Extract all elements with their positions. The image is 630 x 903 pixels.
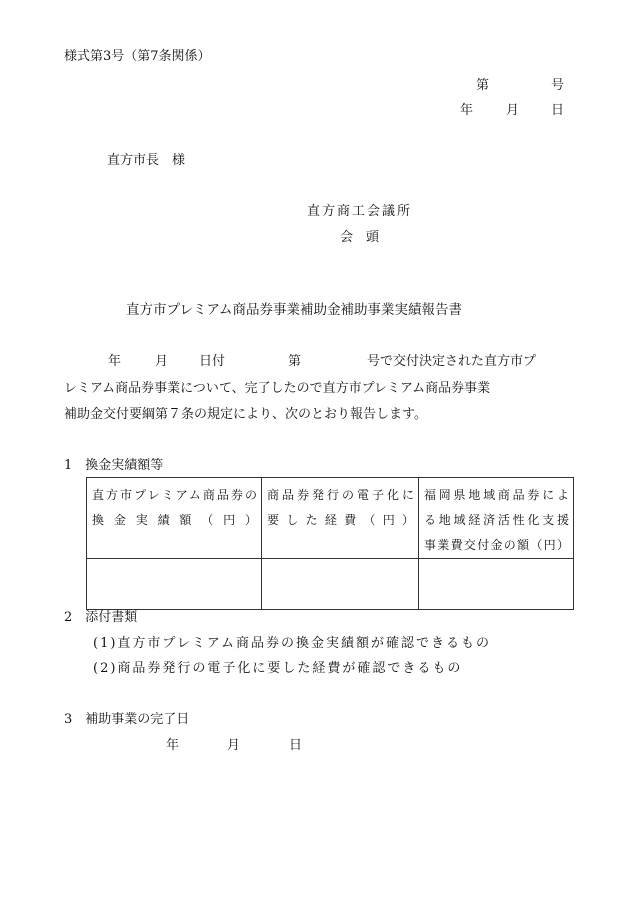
body-month-label: 月 <box>155 354 169 369</box>
header-cell-redemption <box>87 478 262 559</box>
header-line: 福岡県地域商品券によ <box>424 488 569 502</box>
date-day-label: 日 <box>551 103 565 118</box>
sender-title: 会 頭 <box>340 230 380 245</box>
body-line2: レミアム商品券事業について、完了したので直方市プレミアム商品券事業 <box>64 381 491 396</box>
table-header-row <box>87 478 574 559</box>
completion-day-label: 日 <box>289 738 303 753</box>
table-value-row <box>87 559 574 610</box>
header-line: る地域経済活性化支援 <box>424 513 569 527</box>
form-number: 様式第3号（第7条関係） <box>64 49 211 64</box>
section3-heading: 3 補助事業の完了日 <box>64 712 190 727</box>
recipient: 直方市長 様 <box>107 153 186 168</box>
body-line3: 補助金交付要綱第７条の規定により、次のとおり報告します。 <box>64 407 427 422</box>
date-month-label: 月 <box>506 103 520 118</box>
doc-number-suffix: 号 <box>551 78 565 93</box>
attachment-item-1: (1)直方市プレミアム商品券の換金実績額が確認できるもの <box>93 636 491 651</box>
header-cell-digitization <box>262 478 419 559</box>
header-line: 換金実績額（円） <box>92 513 257 527</box>
body-number-prefix: 第 <box>288 354 302 369</box>
completion-month-label: 月 <box>227 738 241 753</box>
attachment-item-2: (2)商品券発行の電子化に要した経費が確認できるもの <box>93 661 463 676</box>
doc-number-prefix: 第 <box>476 78 490 93</box>
sender-organization: 直方商工会議所 <box>307 204 413 219</box>
amounts-table <box>86 477 574 610</box>
section1-heading: 1 換金実績額等 <box>64 458 164 473</box>
value-cell-redemption[interactable] <box>87 559 262 610</box>
header-line: 直方市プレミアム商品券の <box>92 488 257 502</box>
header-line: 商品券発行の電子化に <box>267 488 414 502</box>
body-year-label: 年 <box>108 354 122 369</box>
completion-year-label: 年 <box>166 738 180 753</box>
body-line1-rest: 号で交付決定された直方市プ <box>367 354 537 369</box>
header-line: 事業費交付金の額（円） <box>424 538 569 552</box>
header-line: 要した経費（円） <box>267 513 414 527</box>
value-cell-grant[interactable] <box>419 559 574 610</box>
body-day-label: 日付 <box>199 354 226 369</box>
document-title: 直方市プレミアム商品券事業補助金補助事業実績報告書 <box>126 302 463 318</box>
date-year-label: 年 <box>460 103 474 118</box>
value-cell-digitization[interactable] <box>262 559 419 610</box>
section2-heading: 2 添付書類 <box>64 610 138 625</box>
header-cell-grant <box>419 478 574 559</box>
